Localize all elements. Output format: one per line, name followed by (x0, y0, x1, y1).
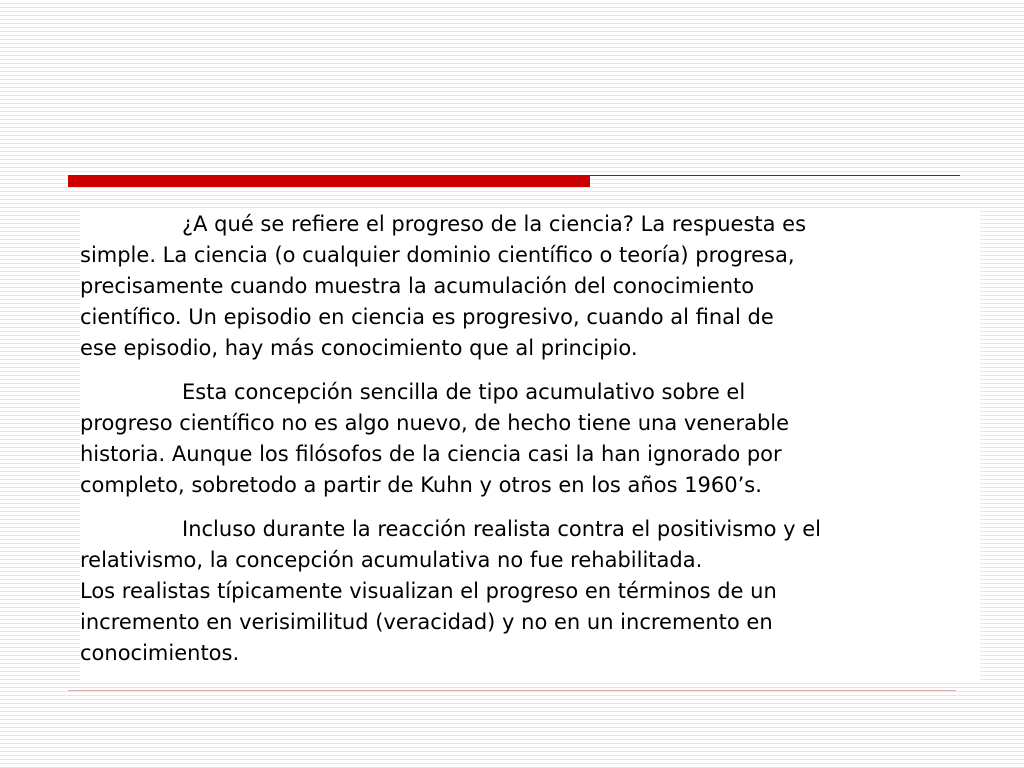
footer-divider-line (68, 690, 956, 691)
paragraph-2-text: Esta concepción sencilla de tipo acumulativo sobre el progreso científico no es algo nuevo, de hecho tiene una venerable historia. Aunque los filósofos de la ciencia casi la han ignorado por completo, sobretodo a partir de Kuhn y otros en los años 1960’s. (80, 380, 790, 497)
paragraph-3 (80, 514, 980, 669)
title-divider-line (590, 175, 960, 176)
title-accent-bar (68, 175, 590, 187)
paragraph-3-text: Incluso durante la reacción realista contra el positivismo y el relativismo, la concepción acumulativa no fue rehabilitada. Los realistas típicamente visualizan el progreso en términos de un incremento en verisimilitud (veracidad) y no en un incremento en conocimientos. (80, 517, 821, 665)
paragraph-1 (80, 209, 980, 364)
paragraph-2 (80, 377, 980, 501)
paragraph-1-text: ¿A qué se refiere el progreso de la ciencia? La respuesta es simple. La ciencia (o cualquier dominio científico o teoría) progresa, precisamente cuando muestra la acumulación del conocimiento científico. Un episodio en ciencia es progresivo, cuando al final de ese episodio, hay más conocimiento que al principio. (80, 212, 807, 360)
slide-body (80, 209, 980, 682)
